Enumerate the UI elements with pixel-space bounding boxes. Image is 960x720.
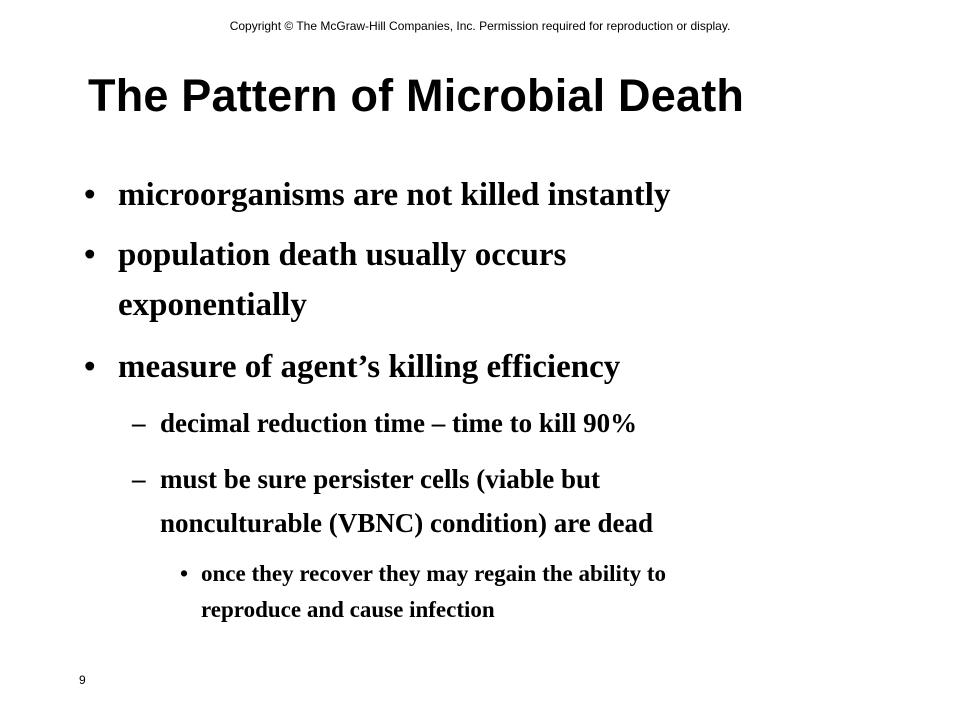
- bullet-text: measure of agent’s killing efficiency: [118, 349, 621, 385]
- sub-bullet-marker: –: [132, 408, 146, 438]
- sub-sub-bullet-marker: •: [180, 561, 189, 586]
- sub-sub-bullet-text-continued: reproduce and cause infection: [201, 597, 495, 622]
- bullet-marker: •: [84, 237, 96, 273]
- bullet-text: population death usually occurs: [118, 237, 567, 273]
- bullet-text-continued: exponentially: [118, 287, 307, 323]
- page-number: 9: [79, 673, 86, 687]
- sub-bullet-marker: –: [132, 464, 146, 494]
- copyright-notice: Copyright © The McGraw-Hill Companies, Inc. Permission required for reproduction or display.: [229, 19, 731, 33]
- bullet-marker: •: [84, 349, 96, 385]
- bullet-marker: •: [84, 177, 96, 213]
- bullet-text: microorganisms are not killed instantly: [118, 177, 671, 213]
- sub-bullet-text-continued: nonculturable (VBNC) condition) are dead: [160, 508, 654, 538]
- sub-sub-bullet-text: once they recover they may regain the ability to: [201, 561, 667, 586]
- sub-bullet-text: decimal reduction time – time to kill 90%: [160, 408, 638, 438]
- sub-bullet-text: must be sure persister cells (viable but: [160, 464, 600, 494]
- slide-title: The Pattern of Microbial Death: [88, 70, 745, 121]
